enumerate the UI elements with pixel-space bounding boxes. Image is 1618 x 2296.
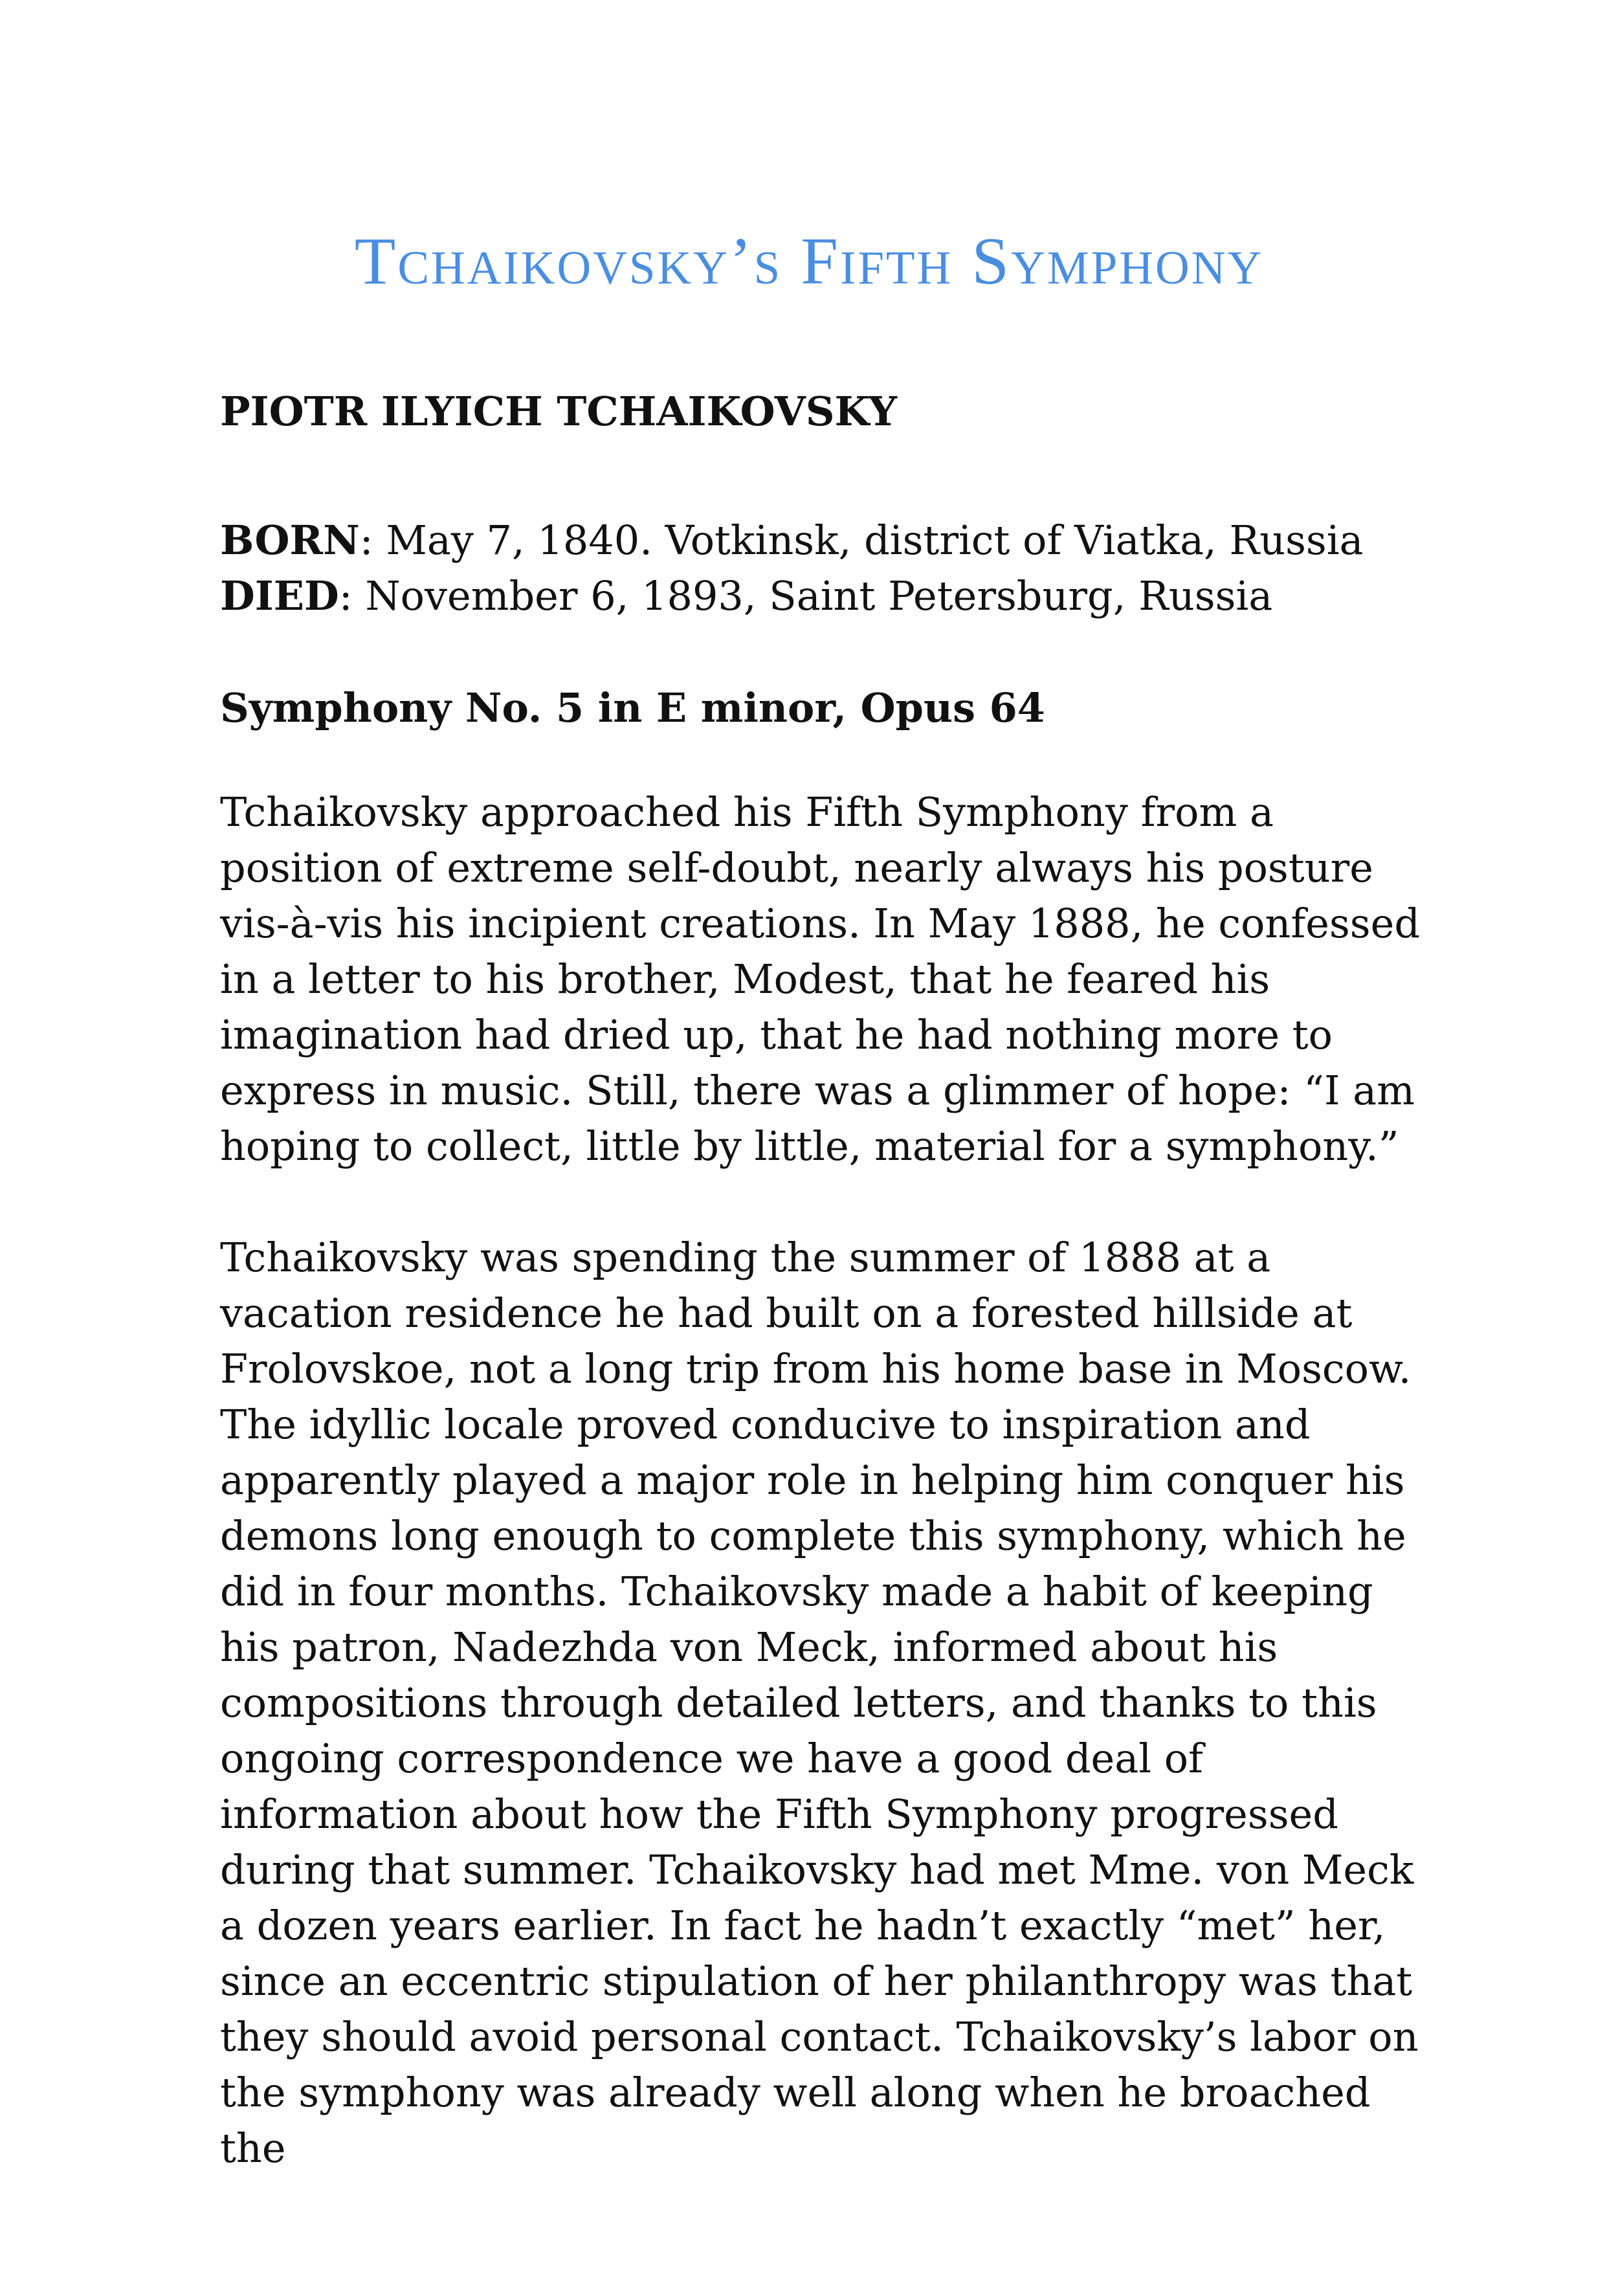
paragraph: Tchaikovsky was spending the summer of 1888 at a vacation residence he had built on a forested hillside at Frolovskoe, not a long trip from his home base in Moscow. The idyllic locale proved conducive to inspiration and apparently played a major role in helping him conquer his demons long enough to complete this symphony, which he did in four months. Tchaikovsky made a habit of keeping his patron, Nadezhda von Meck, informed about his compositions through detailed letters, and thanks to this ongoing correspondence we have a good deal of information about how the Fifth Symphony progressed during that summer. Tchaikovsky had met Mme. von Meck a dozen years earlier. In fact he hadn’t exactly “met” her, since an eccentric stipulation of her philanthropy was that they should avoid personal contact. Tchaikovsky’s labor on the symphony was already well along when he broached the [220,1234,1419,2172]
paragraph: Tchaikovsky approached his Fifth Symphony from a position of extreme self-doubt, nearly always his posture vis-à-vis his incipient creations. In May 1888, he confessed in a letter to his brother, Modest, that he feared his imagination had dried up, that he had nothing more to express in music. Still, there was a glimmer of hope: “I am hoping to collect, little by little, material for a symphony.” [220,788,1421,1170]
born-label: BORN [220,517,360,564]
biographical-facts [220,513,1424,624]
born-text: : May 7, 1840. Votkinsk, district of Viatka, Russia [359,517,1364,564]
died-label: DIED [220,572,339,619]
page-title: Tchaikovsky’s Fifth Symphony [354,224,1264,298]
document-body [220,387,1424,2232]
work-title: Symphony No. 5 in E minor, Opus 64 [220,684,1045,731]
died-text: : November 6, 1893, Saint Petersburg, Russia [338,572,1273,619]
composer-name: PIOTR ILYICH TCHAIKOVSKY [220,388,897,435]
born-line [220,513,1424,568]
died-line [220,568,1424,624]
